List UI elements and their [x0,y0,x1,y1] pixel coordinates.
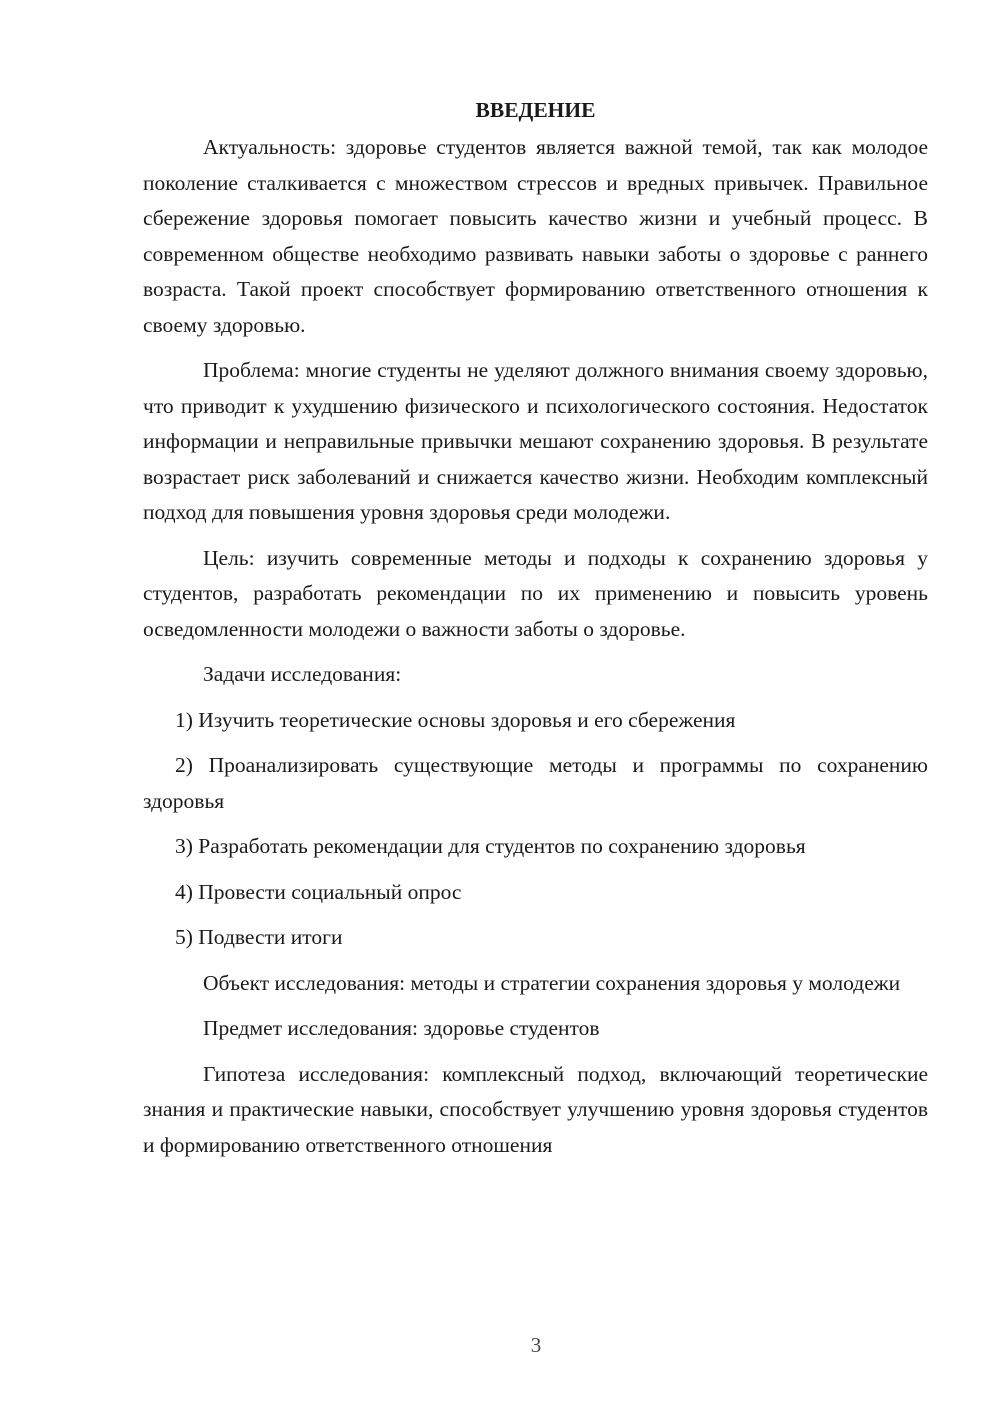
task-item-1: 1) Изучить теоретические основы здоровья и его сбережения [175,707,736,732]
task-item-2: 2) Проанализировать существующие методы и программы по сохранению здоровья [143,753,928,813]
paragraph-tasks-title: Задачи исследования: [203,662,402,686]
paragraph-relevance: Актуальность: здоровье студентов является важной темой, так как молодое поколение сталкивается с множеством стрессов и вредных привычек. Правильное сбережение здоровья помогает повысить качество жизни и учебный процесс. В современном обществе необходимо развивать навыки заботы о здоровье с раннего возраста. Такой проект способствует формированию ответственного отношения к своему здоровью. [143,135,928,337]
task-item-3: 3) Разработать рекомендации для студентов по сохранению здоровья [175,834,806,858]
page-content [143,92,928,1173]
paragraph-hypothesis: Гипотеза исследования: комплексный подход, включающий теоретические знания и практические навыки, способствует улучшению уровня здоровья студентов и формированию ответственного отношения [143,1061,928,1157]
paragraph-problem: Проблема: многие студенты не уделяют должного внимания своему здоровью, что приводит к ухудшению физического и психологического состояния. Недостаток информации и неправильные привычки мешают сохранению здоровья. В результате возрастает риск заболеваний и снижается качество жизни. Необходим комплексный подход для повышения уровня здоровья среди молодежи. [143,358,928,524]
task-item-4: 4) Провести социальный опрос [175,879,462,904]
paragraph-object: Объект исследования: методы и стратегии сохранения здоровья у молодежи [203,970,901,995]
task-item-5: 5) Подвести итоги [175,925,343,949]
paragraph-subject: Предмет исследования: здоровье студентов [203,1016,600,1040]
paragraph-goal: Цель: изучить современные методы и подходы к сохранению здоровья у студентов, разработать рекомендации по их применению и повысить уровень осведомленности молодежи о важности заботы о здоровье. [143,545,928,641]
page-number: 3 [530,1333,542,1357]
section-heading: ВВЕДЕНИЕ [475,98,596,122]
